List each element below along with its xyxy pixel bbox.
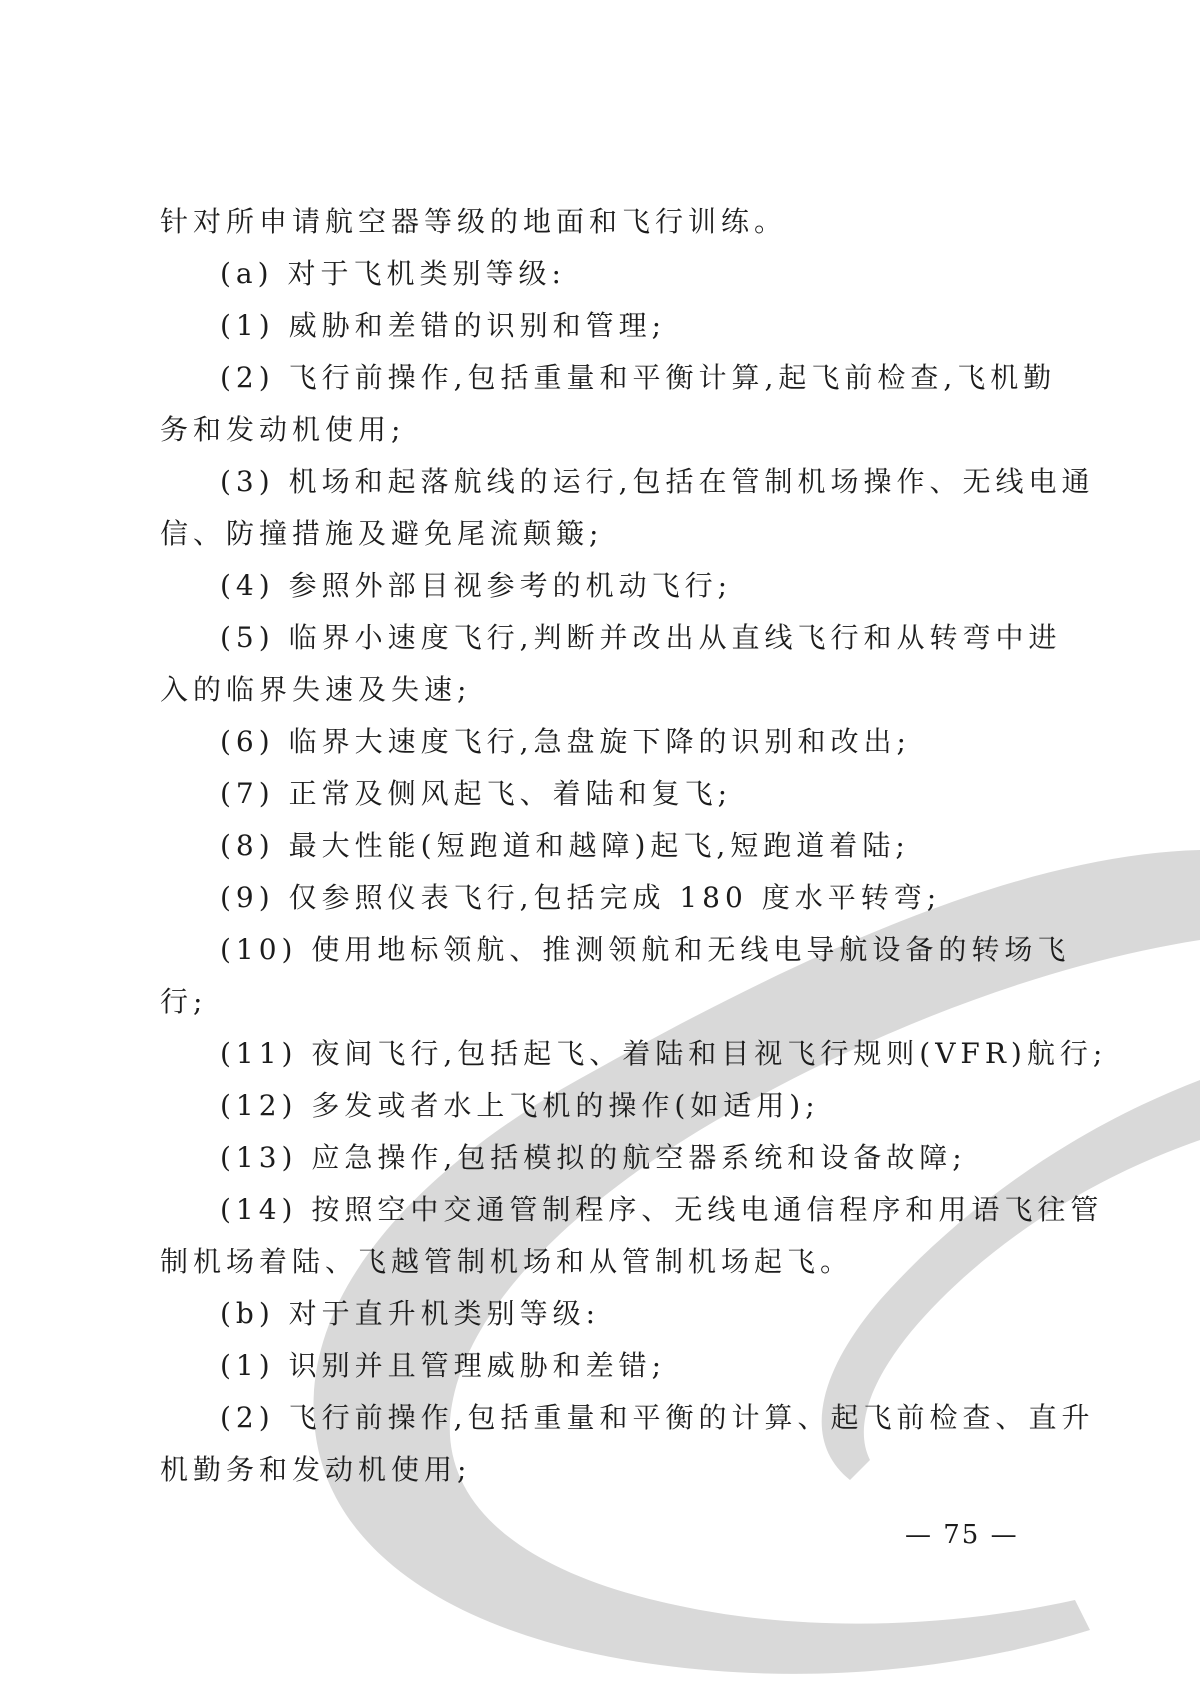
body-line: (3) 机场和起落航线的运行,包括在管制机场操作、无线电通 <box>220 465 1095 498</box>
body-line: (10) 使用地标领航、推测领航和无线电导航设备的转场飞 <box>220 933 1071 966</box>
body-line: (9) 仅参照仪表飞行,包括完成 180 度水平转弯; <box>220 881 942 914</box>
body-line: 入的临界失速及失速; <box>160 673 472 706</box>
body-line: (14) 按照空中交通管制程序、无线电通信程序和用语飞往管 <box>220 1193 1104 1226</box>
body-line: (b) 对于直升机类别等级: <box>220 1297 601 1330</box>
body-line: 务和发动机使用; <box>160 413 406 446</box>
body-line: (6) 临界大速度飞行,急盘旋下降的识别和改出; <box>220 725 911 758</box>
body-line: (12) 多发或者水上飞机的操作(如适用); <box>220 1089 820 1122</box>
body-line: (7) 正常及侧风起飞、着陆和复飞; <box>220 777 732 810</box>
body-line: (2) 飞行前操作,包括重量和平衡的计算、起飞前检查、直升 <box>220 1401 1095 1434</box>
body-line: (2) 飞行前操作,包括重量和平衡计算,起飞前检查,飞机勤 <box>220 361 1057 394</box>
body-line: (a) 对于飞机类别等级: <box>220 257 566 290</box>
body-line: 信、防撞措施及避免尾流颠簸; <box>160 517 604 550</box>
page-number: — 75 — <box>905 1520 1019 1550</box>
body-line: (8) 最大性能(短跑道和越障)起飞,短跑道着陆; <box>220 829 910 862</box>
body-line: (1) 威胁和差错的识别和管理; <box>220 309 666 342</box>
body-line: (11) 夜间飞行,包括起飞、着陆和目视飞行规则(VFR)航行; <box>220 1037 1108 1070</box>
body-line: (4) 参照外部目视参考的机动飞行; <box>220 569 732 602</box>
body-line: 机勤务和发动机使用; <box>160 1453 472 1486</box>
document-body <box>160 196 1108 1496</box>
body-line: 针对所申请航空器等级的地面和飞行训练。 <box>160 205 788 238</box>
body-line: (1) 识别并且管理威胁和差错; <box>220 1349 666 1382</box>
body-line: 行; <box>160 985 208 1018</box>
body-line: (13) 应急操作,包括模拟的航空器系统和设备故障; <box>220 1141 967 1174</box>
body-line: (5) 临界小速度飞行,判断并改出从直线飞行和从转弯中进 <box>220 621 1062 654</box>
body-line: 制机场着陆、飞越管制机场和从管制机场起飞。 <box>160 1245 854 1278</box>
